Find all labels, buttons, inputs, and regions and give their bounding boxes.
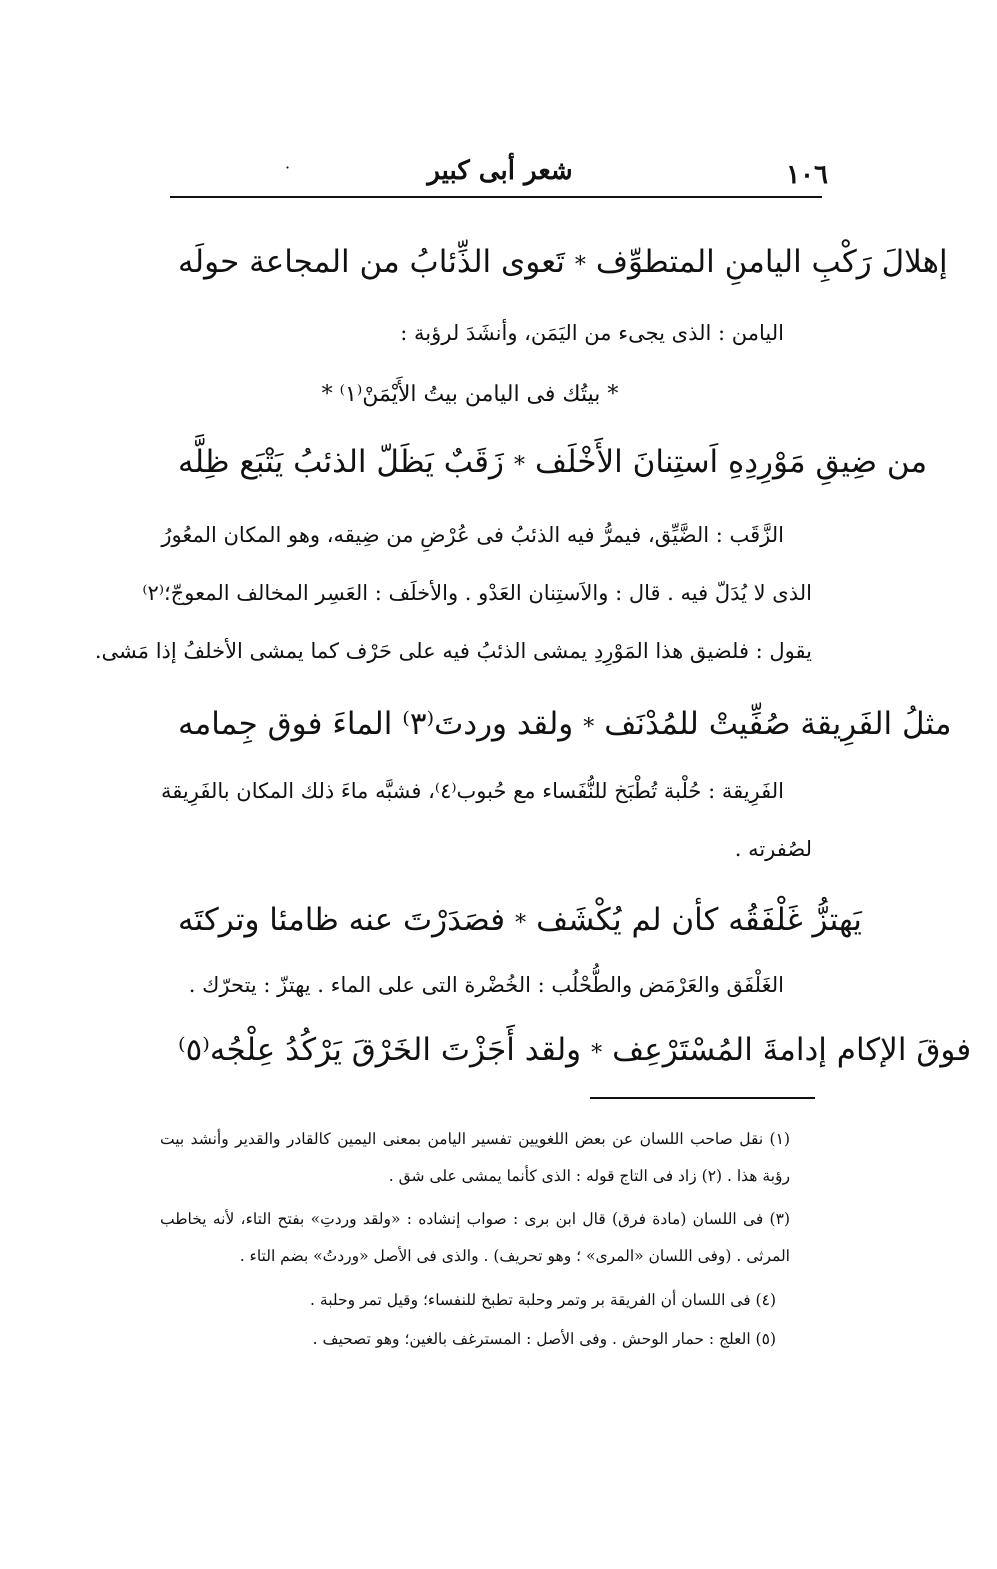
- commentary-line: الزَّقَب : الضَّيِّق، فيمرُّ فيه الذئبُ فى عُرْضِ من ضِيقه، وهو المكان المعُورُ: [161, 523, 784, 547]
- commentary-line: الذى لا يُدَلّ فيه . قال : والاَستِنان العَدْو . والأخلَف : العَسِر المخالف المعوجّ؛⁽٢⁾: [142, 581, 812, 605]
- verse-separator: *: [591, 1041, 603, 1066]
- verse-separator: *: [574, 253, 586, 278]
- verse-separator: *: [515, 911, 527, 936]
- verse-2: [178, 440, 928, 488]
- verse-5: [178, 1028, 972, 1076]
- verse-4-second-hemistich: يَهتزُّ غَلْفَقُه كأن لم يُكْشَف: [536, 902, 862, 938]
- header-dot: ·: [285, 158, 291, 177]
- verse-1-first-hemistich: تَعوى الذِّئابُ من المجاعة حولَه: [178, 244, 565, 280]
- footnote-5: (٥) العلج : حمار الوحش . وفى الأصل : المسترغف بالغين؛ وهو تصحيف .: [312, 1330, 776, 1348]
- commentary-line: اليامن : الذى يجىء من اليَمَن، وأنشَدَ لرؤبة :: [400, 321, 784, 345]
- footnote-4: (٤) فى اللسان أن الفريقة بر وتمر وحلبة تطبخ للنفساء؛ وقيل تمر وحلبة .: [310, 1291, 776, 1309]
- footnote-3-continued: المرثى . (وفى اللسان «المرى» ؛ وهو تحريف) . والذى فى الأصل «وردتُ» بضم التاء .: [239, 1247, 790, 1265]
- verse-3: [178, 702, 952, 750]
- commentary-line: الفَرِيقة : حُلْبة تُطْبَخ للنُّفَساء مع حُبوب⁽٤⁾، فشبَّه ماءَ ذلك المكان بالفَرِيقة: [161, 779, 784, 803]
- verse-3-second-hemistich: مثلُ الفَرِيقة صُفِّيتْ للمُدْنَف: [604, 706, 952, 742]
- commentary-line: لصُفرته .: [734, 837, 812, 861]
- verse-separator: *: [513, 453, 525, 478]
- verse-1: [178, 240, 948, 288]
- commentary-line: يقول : فلضيق هذا المَوْرِدِ يمشى الذئبُ فيه على حَرْف كما يمشى الأخلفُ إذا مَشى.: [94, 639, 812, 663]
- running-title: شعر أبى كبير: [427, 156, 573, 186]
- verse-5-second-hemistich: فوقَ الإكام إدامةَ المُسْتَرْعِف: [612, 1032, 972, 1068]
- header-rule: [170, 196, 822, 198]
- verse-4-first-hemistich: فصَدَرْتَ عنه ظامئا وتركتَه: [178, 902, 506, 938]
- verse-2-second-hemistich: من ضِيقِ مَوْرِدِهِ اَستِنانَ الأَخْلَف: [534, 444, 928, 480]
- verse-5-first-hemistich: ولقد أَجَزْتَ الخَرْقَ يَرْكُدُ عِلْجُه⁽٥⁾: [178, 1032, 582, 1068]
- footnote-rule: [590, 1097, 815, 1099]
- footnote-1-continued: رؤبة هذا . (٢) زاد فى التاج قوله : الذى كأنما يمشى على شق .: [388, 1167, 790, 1185]
- verse-separator: *: [583, 715, 595, 740]
- commentary-line: الغَلْفَق والعَرْمَض والطُّحْلُب : الخُضْرة التى على الماء . يهتزّ : يتحرّك .: [188, 973, 784, 997]
- footnote-1: (١) نقل صاحب اللسان عن بعض اللغويين تفسير اليامن بمعنى اليمين كالقادر والقدير وأنشد بيت: [160, 1130, 790, 1148]
- verse-3-first-hemistich: ولقد وردتَ⁽٣⁾ الماءَ فوق جِمامه: [178, 706, 574, 742]
- verse-1-second-hemistich: إهلالَ رَكْبِ اليامنِ المتطوِّف: [595, 244, 948, 280]
- verse-4: [178, 898, 862, 946]
- quoted-hemistich: * بيتُك فى اليامن بيتُ الأَيْمَنْ⁽١⁾ *: [321, 382, 619, 407]
- footnote-3: (٣) فى اللسان (مادة فرق) قال ابن برى : صواب إنشاده : «ولقد وردتِ» بفتح التاء، لأنه يخاطب: [160, 1210, 790, 1228]
- verse-2-first-hemistich: زَقَبٌ يَظَلّ الذئبُ يَتْبَع ظِلَّه: [178, 444, 504, 480]
- page-number: ١٠٦: [786, 160, 828, 190]
